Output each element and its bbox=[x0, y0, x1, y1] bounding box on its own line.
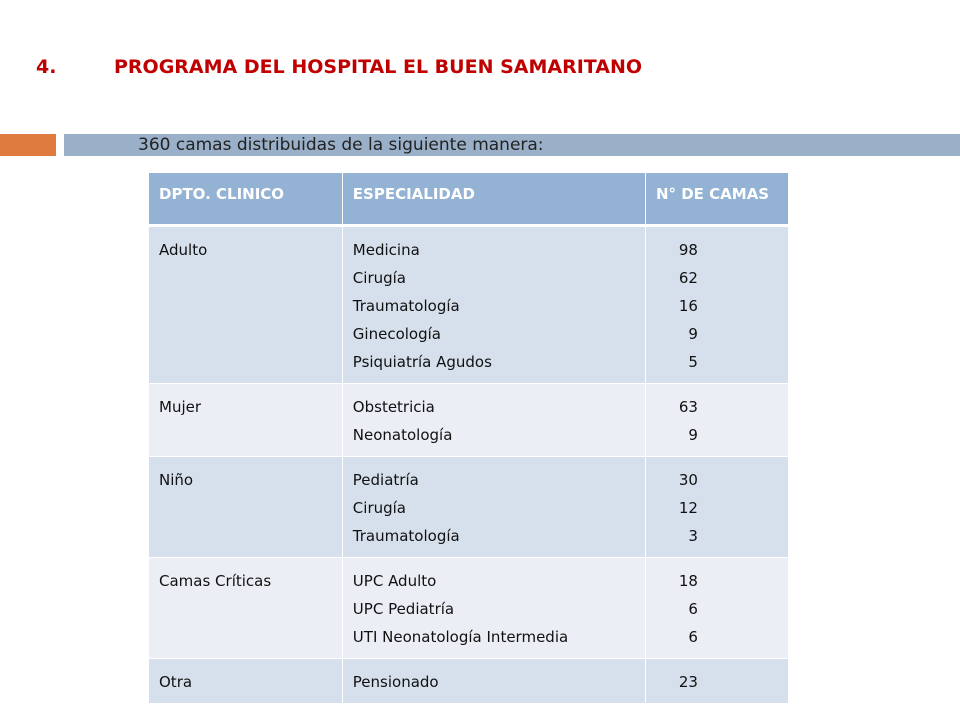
bed-count: 63 bbox=[678, 397, 698, 416]
table-row bbox=[149, 456, 789, 557]
specialty-name: Psiquiatría Agudos bbox=[352, 352, 492, 371]
bed-count: 5 bbox=[688, 352, 698, 371]
header-specialty: ESPECIALIDAD bbox=[342, 173, 645, 225]
table-row bbox=[149, 383, 789, 456]
specialty-cell bbox=[342, 225, 645, 383]
beds-table bbox=[149, 173, 789, 704]
bed-count: 98 bbox=[678, 240, 698, 259]
table-row bbox=[149, 658, 789, 703]
beds-cell bbox=[645, 658, 788, 703]
beds-cell bbox=[645, 225, 788, 383]
specialty-cell bbox=[342, 383, 645, 456]
specialty-name: Medicina bbox=[352, 240, 420, 259]
beds-cell bbox=[645, 557, 788, 658]
section-title: PROGRAMA DEL HOSPITAL EL BUEN SAMARITANO bbox=[114, 56, 643, 78]
specialty-name: Cirugía bbox=[352, 268, 406, 287]
bed-count: 62 bbox=[678, 268, 698, 287]
specialty-name: Obstetricia bbox=[352, 397, 435, 416]
specialty-name: Traumatología bbox=[352, 526, 460, 545]
beds-cell bbox=[645, 383, 788, 456]
dept-cell: Adulto bbox=[149, 225, 342, 383]
specialty-name: UTI Neonatología Intermedia bbox=[352, 627, 569, 646]
specialty-name: Ginecología bbox=[352, 324, 441, 343]
specialty-name: Traumatología bbox=[352, 296, 460, 315]
page-title bbox=[36, 56, 642, 78]
specialty-name: UPC Pediatría bbox=[352, 599, 455, 618]
dept-cell: Camas Críticas bbox=[149, 557, 342, 658]
bed-count: 18 bbox=[678, 571, 698, 590]
bed-count: 6 bbox=[688, 599, 698, 618]
header-beds: N° DE CAMAS bbox=[645, 173, 788, 225]
specialty-name: UPC Adulto bbox=[352, 571, 437, 590]
accent-bar-orange bbox=[0, 134, 56, 156]
bed-count: 16 bbox=[678, 296, 698, 315]
specialty-name: Cirugía bbox=[352, 498, 406, 517]
table-header-row bbox=[149, 173, 789, 225]
specialty-cell bbox=[342, 658, 645, 703]
section-number: 4. bbox=[36, 56, 57, 78]
bed-count: 9 bbox=[688, 425, 698, 444]
bed-count: 23 bbox=[678, 672, 698, 691]
dept-cell: Otra bbox=[149, 658, 342, 703]
bed-count: 9 bbox=[688, 324, 698, 343]
subtitle: 360 camas distribuidas de la siguiente manera: bbox=[138, 135, 544, 155]
dept-cell: Mujer bbox=[149, 383, 342, 456]
bed-count: 6 bbox=[688, 627, 698, 646]
specialty-name: Pensionado bbox=[352, 672, 439, 691]
beds-cell bbox=[645, 456, 788, 557]
bed-count: 3 bbox=[688, 526, 698, 545]
specialty-cell bbox=[342, 456, 645, 557]
specialty-name: Neonatología bbox=[352, 425, 453, 444]
dept-cell: Niño bbox=[149, 456, 342, 557]
table-row bbox=[149, 557, 789, 658]
bed-count: 12 bbox=[678, 498, 698, 517]
specialty-name: Pediatría bbox=[352, 470, 419, 489]
bed-count: 30 bbox=[678, 470, 698, 489]
table-row bbox=[149, 225, 789, 383]
specialty-cell bbox=[342, 557, 645, 658]
header-dept: DPTO. CLINICO bbox=[149, 173, 342, 225]
